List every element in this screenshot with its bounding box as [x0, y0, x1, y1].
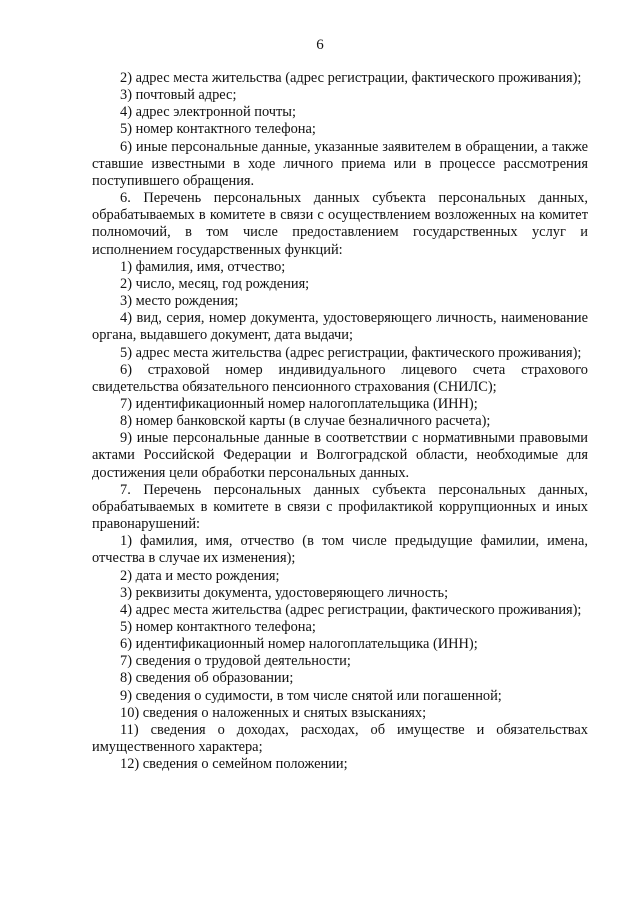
paragraph: 9) иные персональные данные в соответствии с нормативными правовыми актами Российской Федерации и Волгоградской области, необходимые для достижения цели обработки персональных данных.: [92, 430, 588, 481]
paragraph: 4) адрес электронной почты;: [120, 104, 296, 121]
paragraph: 7) сведения о трудовой деятельности;: [120, 653, 351, 670]
paragraph: 6) иные персональные данные, указанные заявителем в обращении, а также ставшие известными в ходе личного приема или в процессе рассмотрения поступившего обращения.: [92, 138, 588, 189]
paragraph: 4) вид, серия, номер документа, удостоверяющего личность, наименование органа, выдавшего документ, дата выдачи;: [92, 310, 588, 344]
paragraph: 8) сведения об образовании;: [120, 670, 294, 687]
paragraph: 1) фамилия, имя, отчество (в том числе предыдущие фамилии, имена, отчества в случае их изменения);: [92, 533, 588, 567]
paragraph: 8) номер банковской карты (в случае безналичного расчета);: [120, 413, 491, 430]
paragraph: 3) почтовый адрес;: [120, 87, 237, 104]
paragraph: 2) адрес места жительства (адрес регистрации, фактического проживания);: [120, 70, 582, 86]
document-body: [92, 70, 588, 773]
paragraph: 5) номер контактного телефона;: [120, 619, 316, 635]
paragraph: 12) сведения о семейном положении;: [120, 756, 348, 773]
paragraph: 1) фамилия, имя, отчество;: [120, 258, 286, 275]
paragraph: 4) адрес места жительства (адрес регистрации, фактического проживания);: [120, 601, 582, 618]
paragraph: 6) идентификационный номер налогоплательщика (ИНН);: [120, 636, 478, 653]
paragraph: 11) сведения о доходах, расходах, об имуществе и обязательствах имущественного характера;: [92, 721, 588, 756]
paragraph: 2) число, месяц, год рождения;: [120, 275, 310, 292]
section-heading-paragraph: 6. Перечень персональных данных субъекта персональных данных, обрабатываемых в комитете в связи с осуществлением возложенных на комитет полномочий, в том числе предоставлением государственных услуг и исполнением государственных функций:: [92, 190, 588, 258]
paragraph: 7) идентификационный номер налогоплательщика (ИНН);: [120, 395, 478, 412]
paragraph: 5) номер контактного телефона;: [120, 121, 316, 138]
paragraph: 9) сведения о судимости, в том числе снятой или погашенной;: [120, 687, 502, 704]
paragraph: 10) сведения о наложенных и снятых взысканиях;: [120, 704, 427, 721]
section-heading-paragraph: 7. Перечень персональных данных субъекта персональных данных, обрабатываемых в комитете в связи с профилактикой коррупционных и иных правонарушений:: [92, 481, 588, 533]
paragraph: 3) реквизиты документа, удостоверяющего личность;: [120, 584, 449, 601]
paragraph: 3) место рождения;: [120, 293, 239, 310]
paragraph: 2) дата и место рождения;: [120, 567, 280, 584]
page-number: 6: [316, 37, 324, 53]
paragraph: 6) страховой номер индивидуального лицевого счета страхового свидетельства обязательного пенсионного страхования (СНИЛС);: [92, 361, 588, 395]
paragraph: 5) адрес места жительства (адрес регистрации, фактического проживания);: [120, 344, 582, 361]
